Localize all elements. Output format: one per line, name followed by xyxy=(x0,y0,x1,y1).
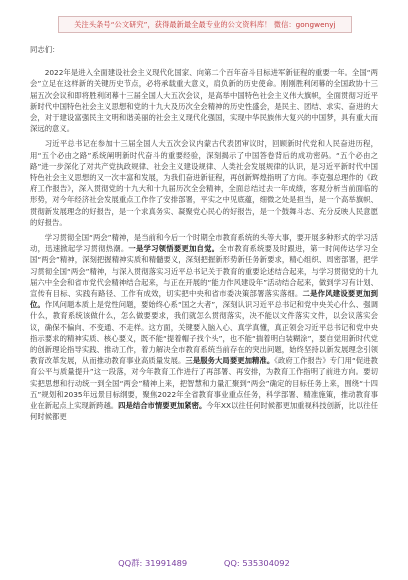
qq-number: QQ: 535304092 xyxy=(223,558,290,568)
paragraph-2: 习近平总书记在参加十三届全国人大五次会议内蒙古代表团审议时，回顾新时代党和人民奋进历程，用“五个必由之路”系统阐明新时代奋斗的重要经验，深刻揭示了中国答卷背后的成功密码。“五个必由之路”进一步深化了对共产党执政规律、社会主义建设规律、人类社会发展规律的认识，是习近平新时代中国特色社会主义思想的又一次丰富和发展，为我们奋进新征程，再创新辉煌指明了方向。李克强总理作的《政府工作报告》，深入贯彻党的十九大和十九届历次全会精神，全面总结过去一年成绩，客观分析当前面临的形势，对今年经济社会发展重点工作作了安排部署，平实之中见底蕴，细微之处是担当，是一个高举旗帜、贯彻新发展理念的好报告，是一个求真务实、凝聚党心民心的好报告，是一个鼓舞斗志、充分反映人民意愿的好报告。 xyxy=(30,139,378,227)
footer-contact xyxy=(0,557,408,569)
emphasis-heading: 三是服务大局要更加精准。 xyxy=(185,356,275,366)
qq-group: QQ群: 31991489 xyxy=(118,558,188,568)
paragraph-3: 学习贯彻全国“两会”精神，是当前和今后一个时期全市教育系统的头等大事，要开展多种形式的学习活动，迅速掀起学习贯彻热潮。一是学习领悟要更加自觉。全市教育系统要及时跟进，第一时间传达学习全国“两会”精神，深刻把握精神实质和精髓要义，深刻把握新形势新任务新要求，精心组织、周密部署，把学习贯彻全国“两会”精神，与深入贯彻落实习近平总书记关于教育的重要论述结合起来，与学习贯彻党的十九届六中全会和省市党代会精神结合起来，与正在开展的“能力作风建设年”活动结合起来，做到学习有计划、宣传有目标、实践有路径、工作有成效，切实把中央和省市委决策部署落实落细。二是作风建设要更加到位。作风问题本质上是党性问题，要始终心系“国之大者”，深刻认识习近平总书记和党中央关心什么、强调什么，教育系统该做什么，怎么做要要求，我们就怎么贯彻落实，决不能以文件落实文件，以会议落实会议，确保不偏向、不变通、不走样。这方面，关键要入脑入心、真学真懂，真正领会习近平总书记和党中央指示要求的精神实质、核心要义，既不能“提着帽子找个头”，也不能“揣着明白装糊涂”，要自觉用新时代党的创新理论指导实践、推动工作，着力解决全市教育系统当前存在的突出问题，始终坚持以新发展理念引领教育改革发展，从而推动教育事业高质量发展。三是服务大局要更加精准。《政府工作报告》专门用“促进教育公平与质量提升”这一段落，对今年教育工作进行了再部署、再安排，为教育工作指明了前进方向。要切实把思想和行动统一到全国“两会”精神上来，把智慧和力量汇聚到“两会”确定的目标任务上来，围绕“十四五”规划和2035年远景目标纲要，聚焦2022年全省教育事业重点任务，科学部署、精准施策，推动教育事业在新起点上实现新跨越。四是结合市情要更加紧密。今年XX以往任何时候都更加重视科技创新，比以往任何时候都更 xyxy=(30,233,378,422)
paragraph-1: 2022年是进入全面建设社会主义现代化国家、向第二个百年奋斗目标进军新征程的重要一年。全国“两会”立足在这样新的关键历史节点，必将承载重大意义，肩负新的历史使命。刚刚胜利闭幕的全国政协十三届五次会议和即将胜利闭幕十三届全国人大五次会议，是高举中国特色社会主义伟大旗帜，全面贯彻习近平新时代中国特色社会主义思想和党的十九大及历次全会精神的历史性盛会，是民主、团结、求实、奋进的大会，对于建设富强民主文明和谐美丽的社会主义现代化强国，实现中华民族伟大复兴的中国梦，具有重大而深远的意义。 xyxy=(30,68,378,134)
promo-banner: 关注头条号“公文研究”，获得最新最全最专业的公文资料库！ 微信：gongwenyj xyxy=(58,16,352,33)
document-body xyxy=(30,44,378,427)
emphasis-heading: 一是学习领悟要更加自觉。 xyxy=(128,244,220,254)
emphasis-heading: 二是作风建设要更加到位。 xyxy=(30,289,378,310)
emphasis-heading: 四是结合市情要更加紧密。 xyxy=(118,401,207,411)
greeting: 同志们： xyxy=(30,45,60,54)
